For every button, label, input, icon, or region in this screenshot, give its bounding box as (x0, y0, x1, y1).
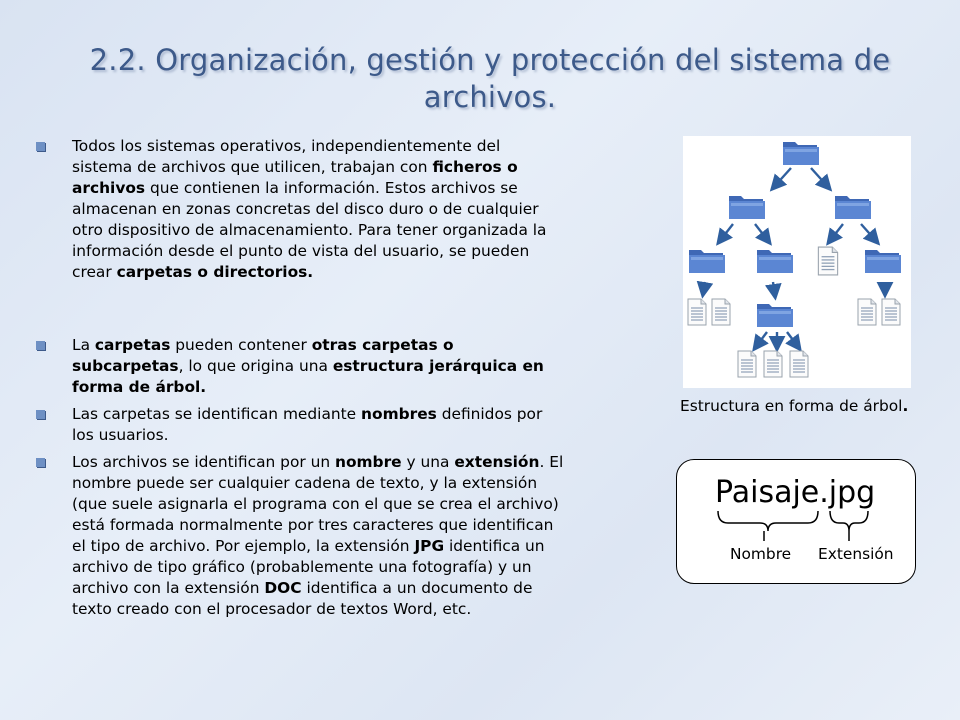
bold-text: nombre (334, 453, 402, 471)
bullet-text: identifica a un documento de texto creado con el procesador de textos Word, etc. (72, 579, 533, 618)
filename-braces (676, 459, 916, 584)
bullet-text: Todos los sistemas operativos, independientemente del sistema de archivos que utilicen, trabajan con (72, 137, 501, 176)
bullet-text: Los archivos se identifican por un (72, 453, 335, 471)
folder-tree-svg (683, 136, 911, 388)
tree-caption (680, 397, 908, 415)
extension-label: Extensión (818, 545, 894, 563)
bold-text: DOC (264, 579, 302, 597)
bold-text: carpetas (94, 336, 171, 354)
bullet-list (34, 136, 564, 620)
bullet-item (34, 136, 564, 283)
bullet-text: definidos por los usuarios. (72, 405, 543, 444)
bold-text: nombres (361, 405, 437, 423)
bullet-text: , lo que origina una (178, 357, 333, 375)
bold-text: otras carpetas o subcarpetas (72, 336, 454, 375)
bullet-text: que contienen la información. Estos archivos se almacenan en zonas concretas del disco duro o de cualquier otro dispositivo de almacenamiento. Para tener organizada la información desde el punto de vista del usuario, se pueden crear (72, 179, 547, 281)
bullet-text: . El nombre puede ser cualquier cadena de texto, y la extensión (que suele asignarla el programa con el que se crea el archivo) está formada normalmente por tres caracteres que identifican el tipo de archivo. Por ejemplo, la extensión (72, 453, 564, 555)
bullet-marker (36, 341, 45, 350)
bold-text: carpetas o directorios. (116, 263, 314, 281)
bullet-text: pueden contener (170, 336, 312, 354)
bullet-text: Las carpetas se identifican mediante (72, 405, 362, 423)
bold-text: JPG (414, 537, 445, 555)
filename-example: Paisaje.jpg (715, 475, 876, 510)
folder-tree-diagram (683, 136, 911, 388)
bullet-text: y una (401, 453, 455, 471)
bold-text: extensión (454, 453, 540, 471)
name-label: Nombre (730, 545, 792, 563)
tree-caption-dot: . (902, 397, 909, 415)
slide-title: 2.2. Organización, gestión y protección del sistema de archivos. (89, 43, 891, 114)
name-brace (718, 511, 818, 531)
bullet-marker (36, 458, 45, 467)
bold-text: estructura jerárquica en forma de árbol. (72, 357, 544, 396)
bold-text: ficheros o archivos (72, 158, 518, 197)
bullet-text: La (72, 336, 95, 354)
bullet-item (34, 452, 564, 620)
bullet-text: identifica un archivo de tipo gráfico (probablemente una fotografía) y un archivo con la extensión (72, 537, 545, 597)
bullet-marker (36, 410, 45, 419)
bullet-marker (36, 142, 45, 151)
bullet-item (34, 335, 564, 398)
bullet-item (34, 404, 564, 446)
extension-brace (830, 511, 868, 531)
tree-caption-text: Estructura en forma de árbol (680, 397, 903, 415)
